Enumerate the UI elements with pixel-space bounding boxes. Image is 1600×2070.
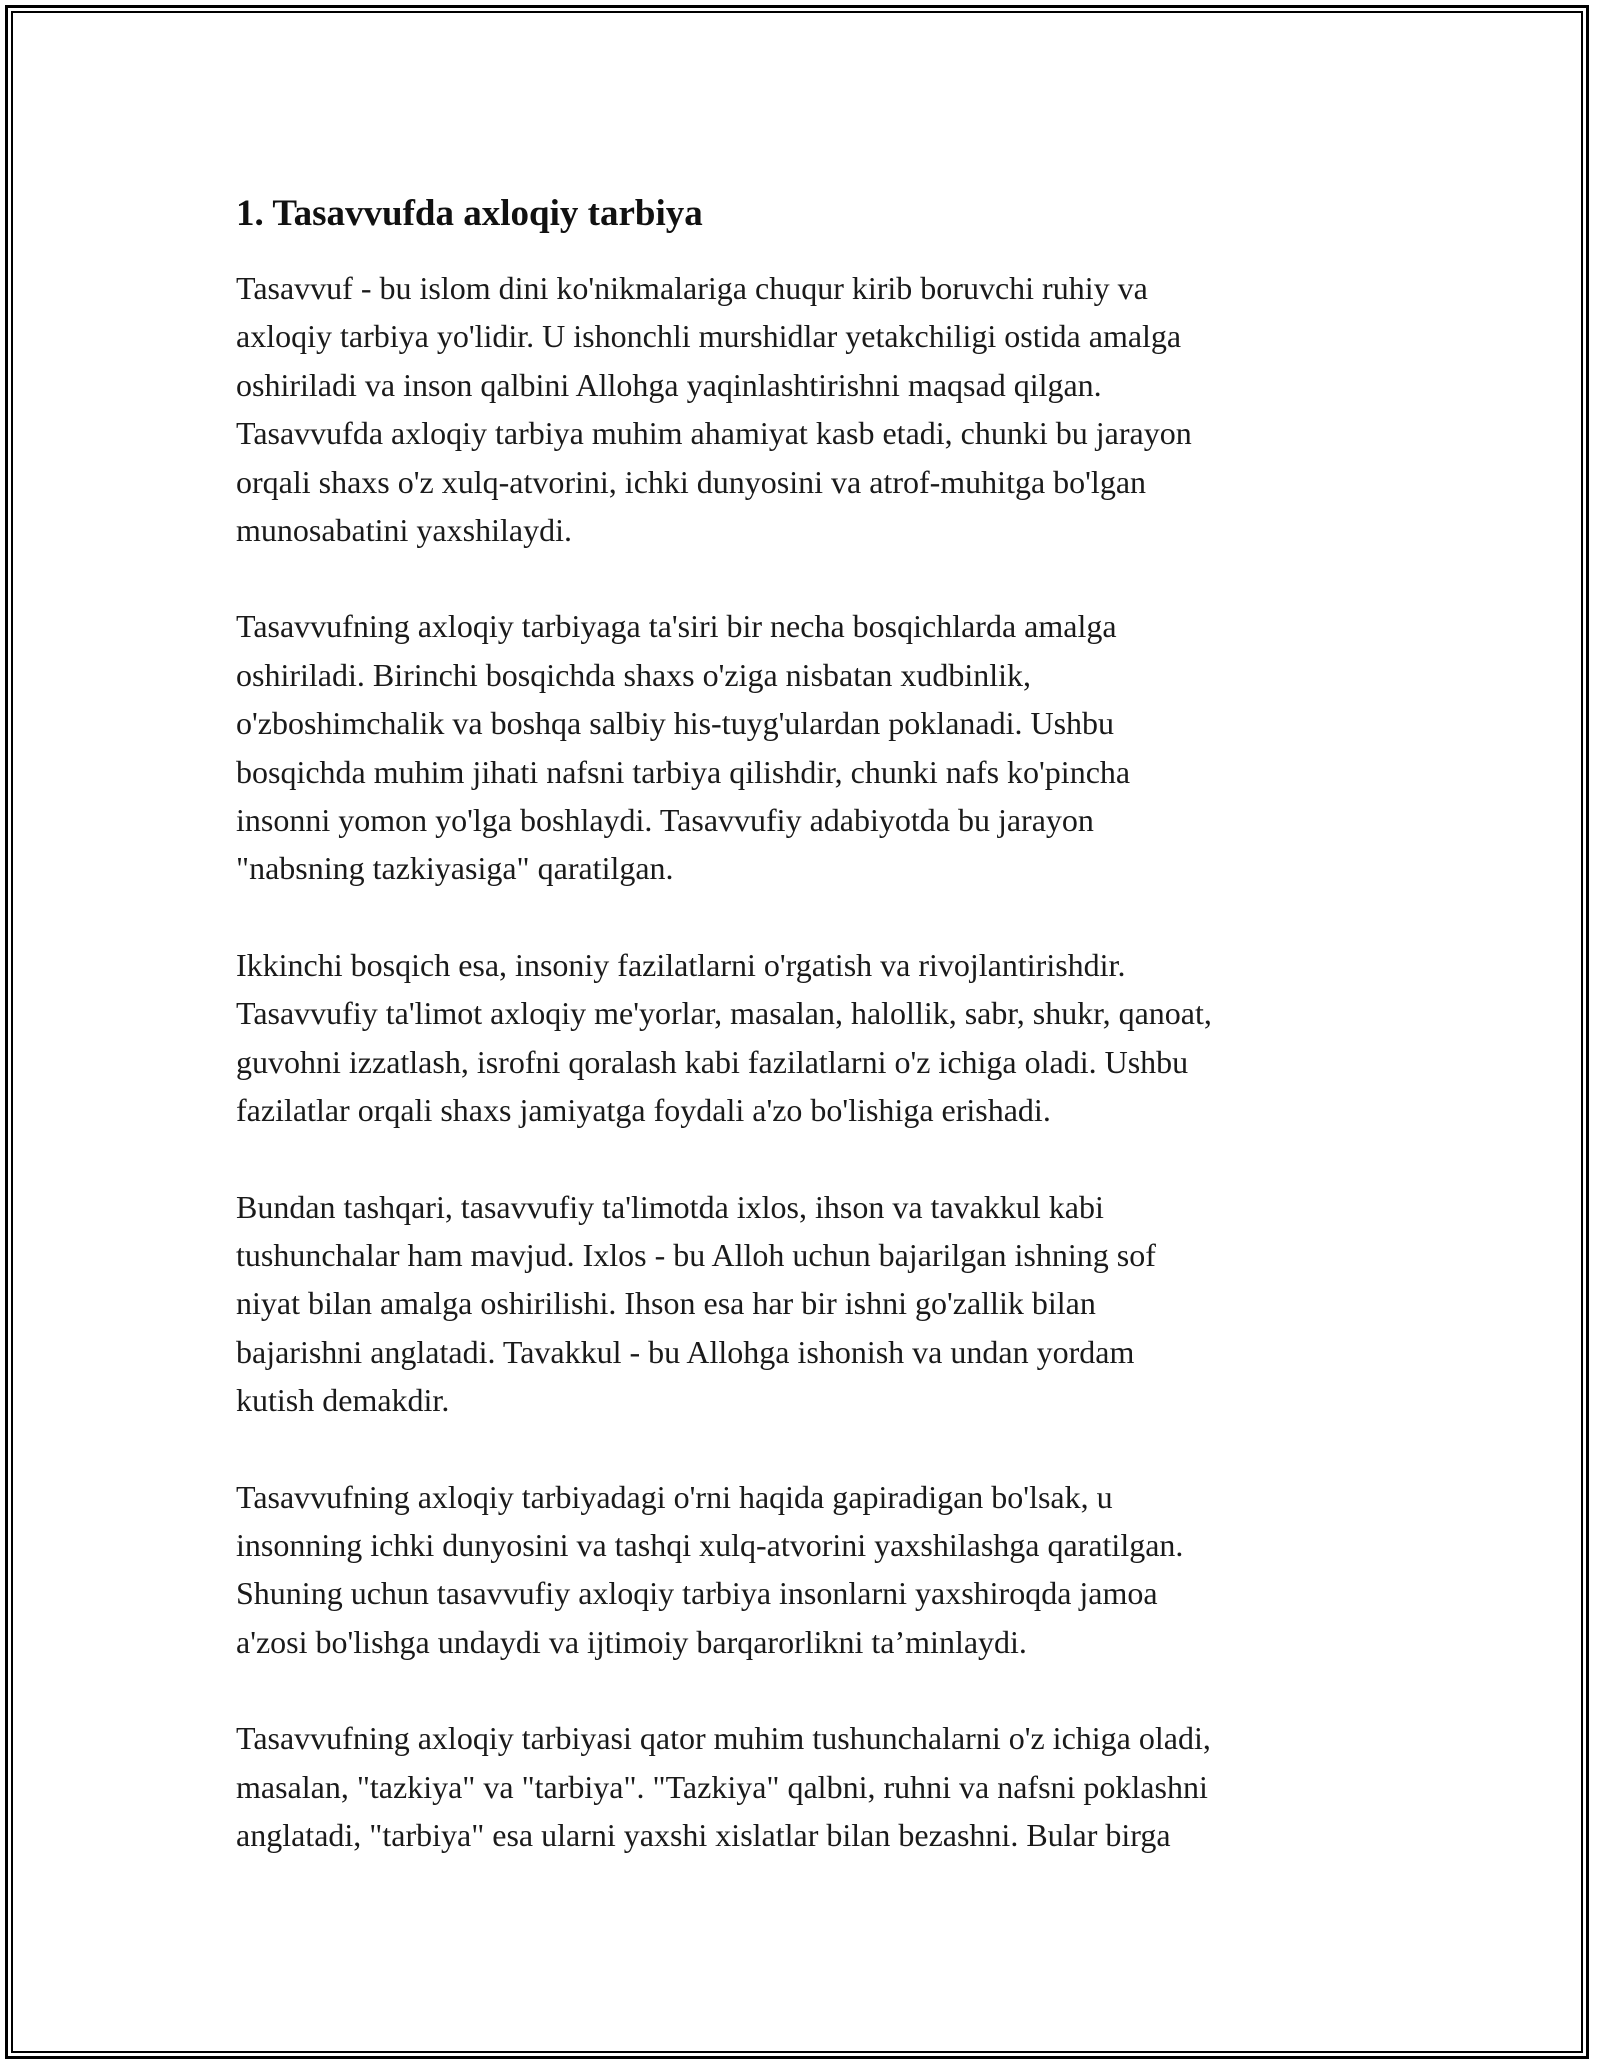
paragraph-5: Tasavvufning axloqiy tarbiyadagi o'rni haqida gapiradigan bo'lsak, u insonning ichki dunyosini va tashqi xulq-atvorini yaxshilashga qaratilgan. Shuning uchun tasavvufiy axloqiy tarbiya insonlarni yaxshiroqda jamoa a'zosi bo'lishga undaydi va ijtimoiy barqarorlikni ta’minlaydi.: [236, 1478, 1184, 1660]
paragraph-6: Tasavvufning axloqiy tarbiyasi qator muhim tushunchalarni o'z ichiga oladi, masalan, "tazkiya" va "tarbiya". "Tazkiya" qalbni, ruhni va nafsni poklashni anglatadi, "tarbiya" esa ularni yaxshi xislatlar bilan bezashni. Bular birga: [236, 1720, 1211, 1853]
paragraph-4: Bundan tashqari, tasavvufiy ta'limotda ixlos, ihson va tavakkul kabi tushunchalar ham mavjud. Ixlos - bu Alloh uchun bajarilgan ishning sof niyat bilan amalga oshirilishi. Ihson esa har bir ishni go'zallik bilan bajarishni anglatadi. Tavakkul - bu Allohga ishonish va undan yordam kutish demakdir.: [236, 1188, 1156, 1419]
paragraph-1: Tasavvuf - bu islom dini ko'nikmalariga chuqur kirib boruvchi ruhiy va axloqiy tarbiya yo'lidir. U ishonchli murshidlar yetakchiligi ostida amalga oshiriladi va inson qalbini Allohga yaqinlashtirishni maqsad qilgan. Tasavvufda axloqiy tarbiya muhim ahamiyat kasb etadi, chunki bu jarayon orqali shaxs o'z xulq-atvorini, ichki dunyosini va atrof-muhitga bo'lgan munosabatini yaxshilaydi.: [236, 270, 1192, 549]
section-heading: 1. Tasavvufda axloqiy tarbiya: [236, 193, 703, 234]
paragraph-3: Ikkinchi bosqich esa, insoniy fazilatlarni o'rgatish va rivojlantirishdir. Tasavvufiy ta'limot axloqiy me'yorlar, masalan, halollik, sabr, shukr, qanoat, guvohni izzatlash, isrofni qoralash kabi fazilatlarni o'z ichiga oladi. Ushbu fazilatlar orqali shaxs jamiyatga foydali a'zo bo'lishiga erishadi.: [236, 946, 1212, 1129]
paragraph-2: Tasavvufning axloqiy tarbiyaga ta'siri bir necha bosqichlarda amalga oshiriladi. Birinchi bosqichda shaxs o'ziga nisbatan xudbinlik, o'zboshimchalik va boshqa salbiy his-tuyg'ulardan poklanadi. Ushbu bosqichda muhim jihati nafsni tarbiya qilishdir, chunki nafs ko'pincha insonni yomon yo'lga boshlaydi. Tasavvufiy adabiyotda bu jarayon "nabsning tazkiyasiga" qaratilgan.: [236, 608, 1131, 887]
document-body: [236, 186, 1376, 1907]
